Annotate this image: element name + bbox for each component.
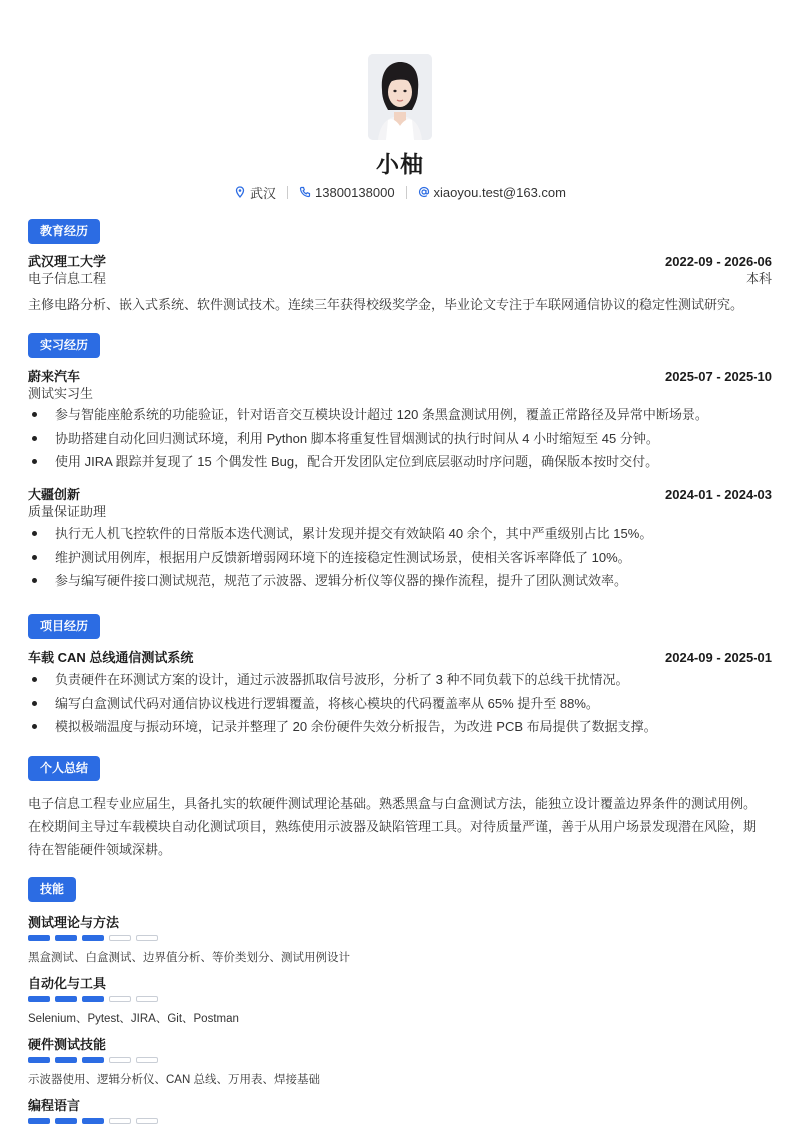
skill-level-filled — [55, 935, 77, 941]
internship-dates: 2024-01 - 2024-03 — [665, 487, 772, 502]
project-title: 车载 CAN 总线通信测试系统 — [28, 650, 194, 665]
avatar — [368, 54, 432, 140]
skill-level-empty — [136, 996, 158, 1002]
contact-city — [234, 183, 276, 202]
list-item: 执行无人机飞控软件的日常版本迭代测试，累计发现并提交有效缺陷 40 余个，其中严重级别占比 15%。 — [28, 522, 772, 546]
list-item: 编写白盒测试代码对通信协议栈进行逻辑覆盖，将核心模块的代码覆盖率从 65% 提升至 88%。 — [28, 692, 772, 716]
project-header-row — [28, 649, 772, 667]
education-dates: 2022-09 - 2026-06 — [665, 254, 772, 269]
skill-title: 编程语言 — [28, 1098, 81, 1113]
skill-description: Selenium、Pytest、JIRA、Git、Postman — [28, 1013, 239, 1025]
skill-level-filled — [55, 1118, 77, 1124]
internship-dates: 2025-07 - 2025-10 — [665, 369, 772, 384]
section-tag-skills: 技能 — [28, 877, 76, 902]
project-bullets — [28, 668, 772, 739]
skill-level-filled — [82, 996, 104, 1002]
education-description: 主修电路分析、嵌入式系统、软件测试技术。连续三年获得校级奖学金，毕业论文专注于车联网通信协议的稳定性测试研究。 — [28, 297, 744, 312]
divider — [287, 186, 288, 199]
internship-header-row — [28, 368, 772, 386]
section-tag-project: 项目经历 — [28, 614, 100, 639]
skill-level-empty — [109, 935, 131, 941]
role: 质量保证助理 — [28, 504, 107, 519]
list-item: 模拟极端温度与振动环境，记录并整理了 20 余份硬件失效分析报告，为改进 PCB 布局提供了数据支撑。 — [28, 715, 772, 739]
section-tag-education: 教育经历 — [28, 219, 100, 244]
list-item: 负责硬件在环测试方案的设计，通过示波器抓取信号波形，分析了 3 种不同负载下的总线干扰情况。 — [28, 668, 772, 692]
skill-level-bar — [28, 1057, 163, 1063]
skill-level-bar — [28, 1118, 163, 1124]
phone-text: 13800138000 — [315, 184, 395, 200]
skill-level-empty — [109, 1057, 131, 1063]
skill-title: 硬件测试技能 — [28, 1037, 107, 1052]
school-name: 武汉理工大学 — [28, 254, 107, 269]
company-name: 蔚来汽车 — [28, 369, 81, 384]
list-item: 参与智能座舱系统的功能验证，针对语音交互模块设计超过 120 条黑盒测试用例，覆盖正常路径及异常中断场景。 — [28, 403, 772, 427]
skill-level-filled — [28, 1118, 50, 1124]
skill-level-empty — [136, 1118, 158, 1124]
summary-line: 在校期间主导过车载模块自动化测试项目，熟练使用示波器及缺陷管理工具。对待质量严谨，善于从用户场景发现潜在风险，期 — [28, 819, 757, 834]
list-item: 参与编写硬件接口测试规范，规范了示波器、逻辑分析仪等仪器的操作流程，提升了团队测试效率。 — [28, 569, 772, 593]
skill-description: 示波器使用、逻辑分析仪、CAN 总线、万用表、焊接基础 — [28, 1074, 320, 1086]
internship-bullets — [28, 403, 772, 474]
internship-bullets — [28, 522, 772, 593]
list-item: 使用 JIRA 跟踪并复现了 15 个偶发性 Bug，配合开发团队定位到底层驱动时序问题，确保版本按时交付。 — [28, 450, 772, 474]
internship-header-row — [28, 486, 772, 504]
divider — [406, 186, 407, 199]
skill-level-filled — [82, 1118, 104, 1124]
skill-level-filled — [28, 1057, 50, 1063]
location-icon — [234, 186, 246, 198]
internship-role-row — [28, 503, 772, 521]
contact-line — [0, 182, 800, 202]
city-text: 武汉 — [250, 185, 277, 201]
role: 测试实习生 — [28, 386, 94, 401]
skill-level-empty — [109, 1118, 131, 1124]
list-item: 协助搭建自动化回归测试环境，利用 Python 脚本将重复性冒烟测试的执行时间从 4 小时缩短至 45 分钟。 — [28, 427, 772, 451]
list-item: 维护测试用例库，根据用户反馈新增弱网环境下的连接稳定性测试场景，使相关客诉率降低了 10%。 — [28, 546, 772, 570]
summary-line: 待在智能硬件领域深耕。 — [28, 842, 172, 857]
skill-title: 测试理论与方法 — [28, 915, 120, 930]
section-tag-summary: 个人总结 — [28, 756, 100, 781]
skill-description: 黑盒测试、白盒测试、边界值分析、等价类划分、测试用例设计 — [28, 952, 350, 964]
project-dates: 2024-09 - 2025-01 — [665, 650, 772, 665]
skill-level-empty — [109, 996, 131, 1002]
skill-level-filled — [82, 935, 104, 941]
skill-level-filled — [55, 1057, 77, 1063]
contact-email — [418, 185, 566, 200]
contact-phone — [299, 185, 395, 200]
education-sub-row — [28, 270, 772, 288]
major: 电子信息工程 — [28, 271, 107, 286]
skill-level-filled — [82, 1057, 104, 1063]
skill-level-bar — [28, 996, 163, 1002]
skill-level-empty — [136, 935, 158, 941]
skill-level-empty — [136, 1057, 158, 1063]
skill-level-bar — [28, 935, 163, 941]
skill-level-filled — [28, 996, 50, 1002]
phone-icon — [299, 186, 311, 198]
skill-title: 自动化与工具 — [28, 976, 107, 991]
candidate-name: 小柚 — [376, 151, 424, 177]
skill-level-filled — [55, 996, 77, 1002]
email-icon — [418, 186, 430, 198]
section-tag-internship: 实习经历 — [28, 333, 100, 358]
company-name: 大疆创新 — [28, 487, 81, 502]
summary-line: 电子信息工程专业应届生，具备扎实的软硬件测试理论基础。熟悉黑盒与白盒测试方法，能独立设计覆盖边界条件的测试用例。 — [28, 796, 757, 811]
education-header-row — [28, 253, 772, 271]
internship-role-row — [28, 385, 772, 403]
skill-level-filled — [28, 935, 50, 941]
email-text: xiaoyou.test@163.com — [433, 184, 566, 200]
degree: 本科 — [745, 271, 772, 286]
